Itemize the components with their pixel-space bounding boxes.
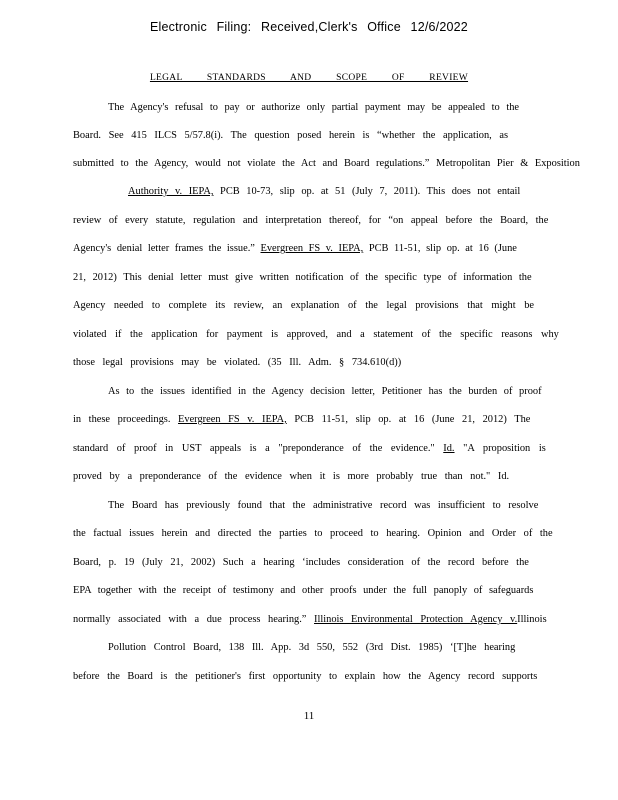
text-segment: EPA together with the receipt of testimony and other proofs under the full panoply of safeguards [73,585,534,596]
text-line [73,442,546,456]
text-segment: submitted to the Agency, would not violate the Act and Board regulations.” Metropolitan Pier & Exposition [73,158,580,169]
text-line [108,385,542,399]
text-line [73,271,532,285]
text-line [73,185,520,199]
case-citation: Evergreen FS v. IEPA, [178,414,287,425]
text-line [108,499,538,513]
text-line [73,356,401,370]
text-segment: PCB 11-51, slip op. at 16 (June 21, 2012) The [286,414,531,425]
text-segment: standard of proof in UST appeals is a "preponderance of the evidence." [73,443,444,454]
text-segment: Agency's denial letter frames the issue.” [73,243,261,254]
text-line [73,527,553,541]
page-number: 11 [303,710,315,722]
text-line [73,613,547,627]
text-segment: The Board has previously found that the administrative record was insufficient to resolve [108,500,539,511]
text-segment: PCB 11-51, slip op. at 16 (June [363,243,517,254]
text-segment: in these proceedings. [73,414,179,425]
text-segment: Board, p. 19 (July 21, 2002) Such a hearing ‘includes consideration of the record before the [73,557,529,568]
text-line [73,214,548,228]
text-segment: As to the issues identified in the Agency decision letter, Petitioner has the burden of proof [108,386,542,397]
text-segment: proved by a preponderance of the evidence when it is more probably true than not." Id. [73,471,510,482]
text-segment: Pollution Control Board, 138 Ill. App. 3d 550, 552 (3rd Dist. 1985) ‘[T]he hearing [108,642,516,653]
text-segment: violated if the application for payment is approved, and a statement of the specific reasons why [73,329,559,340]
text-line [73,670,537,684]
section-heading: LEGAL STANDARDS AND SCOPE OF REVIEW [149,73,469,83]
text-segment: Board. See 415 ILCS 5/57.8(i). The question posed herein is “whether the application, as [73,130,509,141]
case-citation: Illinois Environmental Protection Agency v. [314,614,518,625]
case-citation: Id. [443,443,455,454]
text-line [73,584,533,598]
text-segment: normally associated with a due process hearing.” [73,614,315,625]
case-citation: Evergreen FS v. IEPA, [260,243,364,254]
text-line [108,641,515,655]
text-line [108,101,519,115]
text-line [73,556,529,570]
text-line [73,299,534,313]
text-line [73,242,517,256]
text-segment: 21, 2012) This denial letter must give written notification of the specific type of information the [73,272,532,283]
text-line [73,129,508,143]
text-segment: Illinois [517,614,547,625]
text-segment: before the Board is the petitioner's first opportunity to explain how the Agency record supports [73,671,538,682]
text-line [73,413,530,427]
filing-stamp-header: Electronic Filing: Received,Clerk's Office 12/6/2022 [150,20,468,34]
text-segment: PCB 10-73, slip op. at 51 (July 7, 2011). This does not entail [213,186,521,197]
text-segment: Agency needed to complete its review, an explanation of the legal provisions that might be [73,300,535,311]
text-segment: "A proposition is [454,443,546,454]
text-line [73,328,559,342]
text-segment: the factual issues herein and directed the parties to proceed to hearing. Opinion and Order of the [73,528,553,539]
text-line [73,470,509,484]
text-segment: review of every statute, regulation and interpretation thereof, for “on appeal before the Board, the [73,215,549,226]
text-line [73,157,580,171]
text-segment: those legal provisions may be violated. (35 Ill. Adm. § 734.610(d)) [73,357,402,368]
text-segment: The Agency's refusal to pay or authorize only partial payment may be appealed to the [108,102,520,113]
case-citation: Authority v. IEPA, [128,186,214,197]
